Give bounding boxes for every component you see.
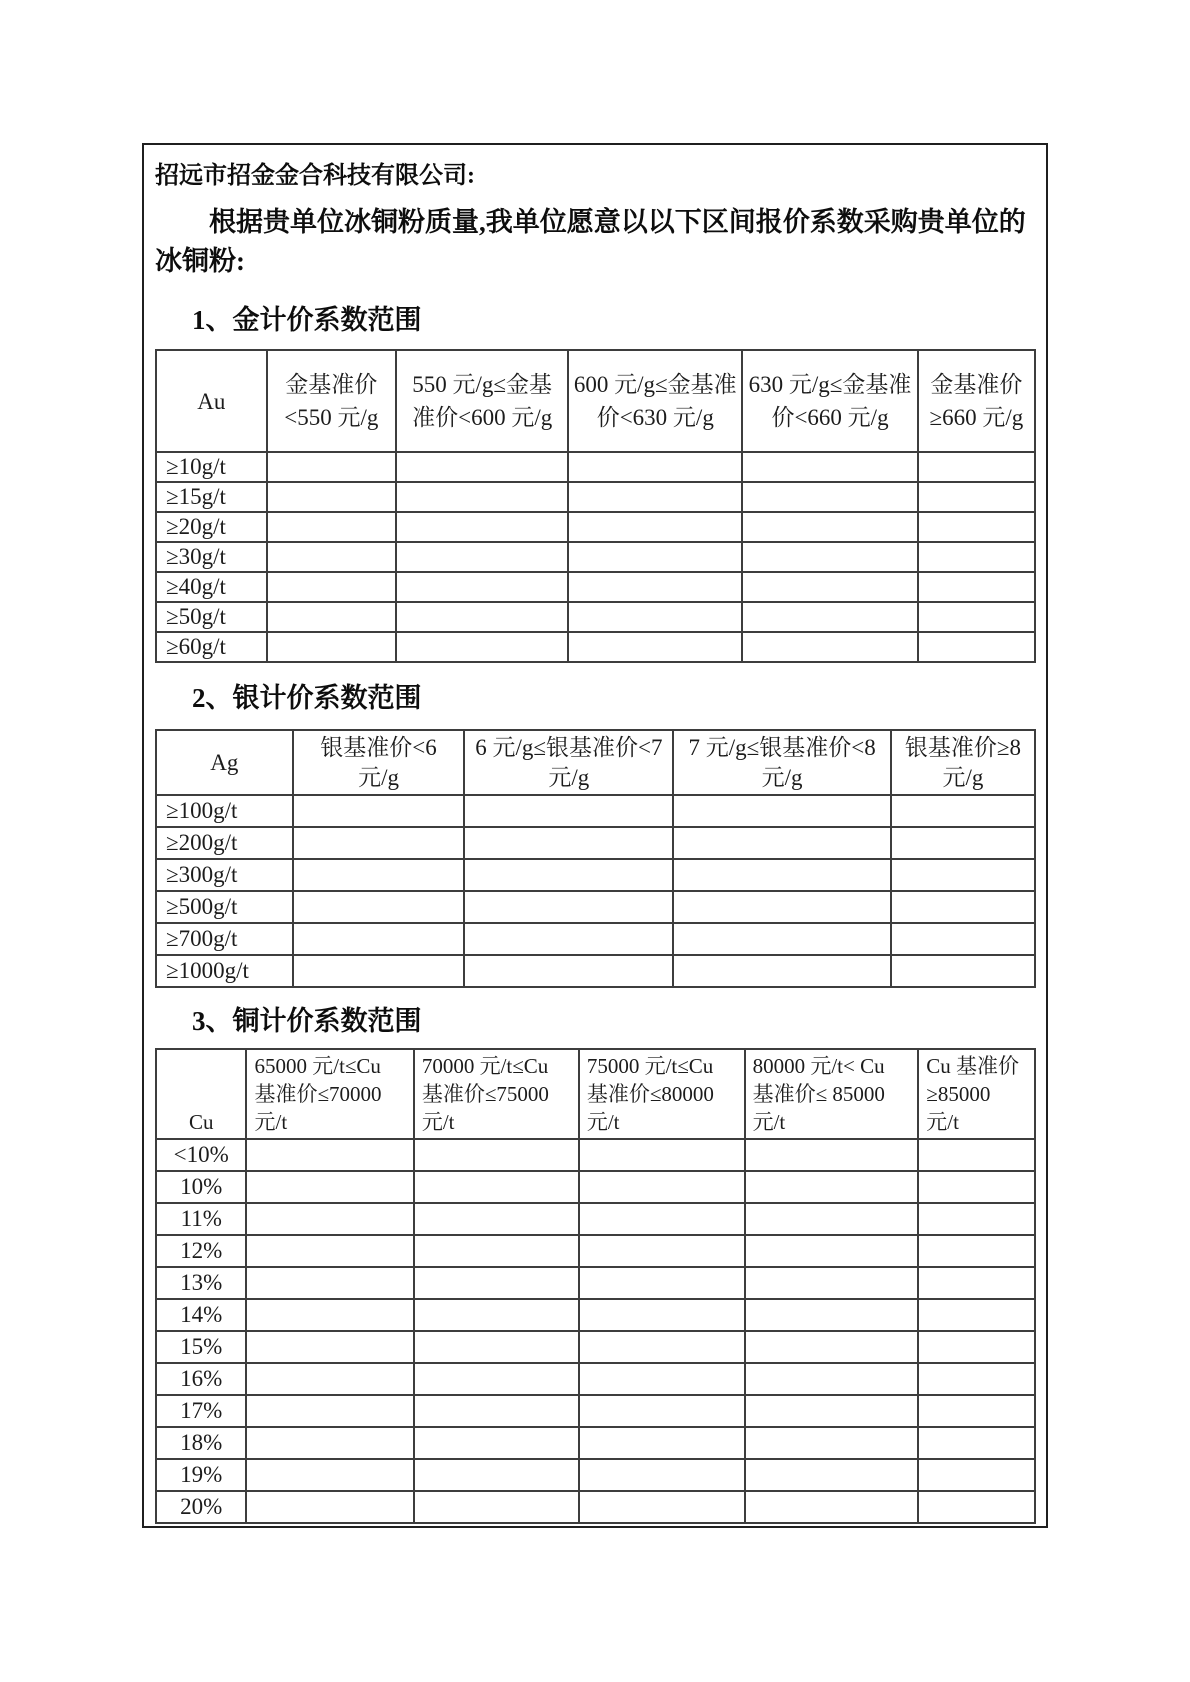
- grade-row-header: ≥10g/t: [156, 452, 267, 482]
- section-heading-copper: 3、铜计价系数范围: [192, 1006, 422, 1036]
- grade-row-header: ≥20g/t: [156, 512, 267, 542]
- empty-coefficient-cell: [396, 602, 568, 632]
- table-row: [156, 827, 1035, 859]
- empty-coefficient-cell: [673, 955, 890, 987]
- empty-coefficient-cell: [918, 632, 1035, 662]
- empty-coefficient-cell: [745, 1459, 919, 1491]
- empty-coefficient-cell: [396, 572, 568, 602]
- empty-coefficient-cell: [745, 1299, 919, 1331]
- grade-row-header: 14%: [156, 1299, 246, 1331]
- empty-coefficient-cell: [396, 542, 568, 572]
- grade-row-header: 13%: [156, 1267, 246, 1299]
- intro-paragraph: 根据贵单位冰铜粉质量,我单位愿意以以下区间报价系数采购贵单位的冰铜粉:: [155, 207, 1026, 276]
- empty-coefficient-cell: [891, 955, 1035, 987]
- empty-coefficient-cell: [742, 512, 918, 542]
- table-row: [156, 542, 1035, 572]
- price-range-column-header: Cu 基准价≥85000 元/t: [918, 1049, 1035, 1139]
- document-border-frame: [142, 143, 1048, 1528]
- table-row: [156, 955, 1035, 987]
- table-row: [156, 452, 1035, 482]
- empty-coefficient-cell: [742, 632, 918, 662]
- empty-coefficient-cell: [891, 795, 1035, 827]
- empty-coefficient-cell: [414, 1491, 579, 1523]
- empty-coefficient-cell: [579, 1363, 745, 1395]
- empty-coefficient-cell: [579, 1299, 745, 1331]
- empty-coefficient-cell: [414, 1331, 579, 1363]
- empty-coefficient-cell: [464, 859, 673, 891]
- empty-coefficient-cell: [918, 1395, 1035, 1427]
- table-row: [156, 1491, 1035, 1523]
- empty-coefficient-cell: [745, 1235, 919, 1267]
- empty-coefficient-cell: [745, 1331, 919, 1363]
- empty-coefficient-cell: [414, 1459, 579, 1491]
- table-header-row: [156, 730, 1035, 795]
- empty-coefficient-cell: [246, 1491, 413, 1523]
- copper-pricing-coefficient-table: [155, 1048, 1036, 1524]
- corner-element-label: Au: [156, 350, 267, 452]
- grade-row-header: 10%: [156, 1171, 246, 1203]
- empty-coefficient-cell: [918, 482, 1035, 512]
- table-row: [156, 1395, 1035, 1427]
- empty-coefficient-cell: [745, 1395, 919, 1427]
- section-heading-gold: 1、金计价系数范围: [192, 305, 422, 335]
- empty-coefficient-cell: [918, 1203, 1035, 1235]
- grade-row-header: 12%: [156, 1235, 246, 1267]
- table-row: [156, 602, 1035, 632]
- empty-coefficient-cell: [673, 795, 890, 827]
- price-range-column-header: 银基准价<6 元/g: [293, 730, 465, 795]
- empty-coefficient-cell: [745, 1203, 919, 1235]
- empty-coefficient-cell: [414, 1267, 579, 1299]
- empty-coefficient-cell: [579, 1203, 745, 1235]
- empty-coefficient-cell: [918, 1491, 1035, 1523]
- price-range-column-header: 630 元/g≤金基准价<660 元/g: [742, 350, 918, 452]
- empty-coefficient-cell: [464, 923, 673, 955]
- empty-coefficient-cell: [414, 1363, 579, 1395]
- empty-coefficient-cell: [918, 1427, 1035, 1459]
- empty-coefficient-cell: [745, 1491, 919, 1523]
- empty-coefficient-cell: [568, 632, 742, 662]
- empty-coefficient-cell: [891, 827, 1035, 859]
- empty-coefficient-cell: [579, 1267, 745, 1299]
- grade-row-header: 18%: [156, 1427, 246, 1459]
- empty-coefficient-cell: [568, 512, 742, 542]
- empty-coefficient-cell: [246, 1235, 413, 1267]
- empty-coefficient-cell: [267, 602, 396, 632]
- empty-coefficient-cell: [267, 482, 396, 512]
- empty-coefficient-cell: [267, 512, 396, 542]
- price-range-column-header: 75000 元/t≤Cu 基准价≤80000 元/t: [579, 1049, 745, 1139]
- table-row: [156, 512, 1035, 542]
- empty-coefficient-cell: [414, 1427, 579, 1459]
- empty-coefficient-cell: [414, 1139, 579, 1171]
- empty-coefficient-cell: [246, 1299, 413, 1331]
- empty-coefficient-cell: [673, 923, 890, 955]
- empty-coefficient-cell: [464, 891, 673, 923]
- empty-coefficient-cell: [745, 1427, 919, 1459]
- empty-coefficient-cell: [918, 1363, 1035, 1395]
- empty-coefficient-cell: [742, 572, 918, 602]
- table-header-row: [156, 1049, 1035, 1139]
- empty-coefficient-cell: [246, 1203, 413, 1235]
- empty-coefficient-cell: [673, 859, 890, 891]
- empty-coefficient-cell: [396, 512, 568, 542]
- empty-coefficient-cell: [742, 452, 918, 482]
- empty-coefficient-cell: [267, 542, 396, 572]
- recipient-company-title: 招远市招金金合科技有限公司:: [155, 163, 475, 189]
- grade-row-header: ≥100g/t: [156, 795, 293, 827]
- empty-coefficient-cell: [745, 1363, 919, 1395]
- corner-element-label: Cu: [156, 1049, 246, 1139]
- corner-element-label: Ag: [156, 730, 293, 795]
- empty-coefficient-cell: [464, 955, 673, 987]
- empty-coefficient-cell: [246, 1395, 413, 1427]
- empty-coefficient-cell: [293, 955, 465, 987]
- empty-coefficient-cell: [396, 452, 568, 482]
- empty-coefficient-cell: [414, 1171, 579, 1203]
- grade-row-header: 17%: [156, 1395, 246, 1427]
- price-range-column-header: 80000 元/t< Cu 基准价≤ 85000 元/t: [745, 1049, 919, 1139]
- empty-coefficient-cell: [918, 1331, 1035, 1363]
- empty-coefficient-cell: [673, 827, 890, 859]
- grade-row-header: 19%: [156, 1459, 246, 1491]
- grade-row-header: ≥60g/t: [156, 632, 267, 662]
- empty-coefficient-cell: [414, 1235, 579, 1267]
- table-row: [156, 1171, 1035, 1203]
- empty-coefficient-cell: [464, 827, 673, 859]
- table-row: [156, 1267, 1035, 1299]
- grade-row-header: 15%: [156, 1331, 246, 1363]
- empty-coefficient-cell: [918, 452, 1035, 482]
- grade-row-header: ≥500g/t: [156, 891, 293, 923]
- empty-coefficient-cell: [293, 923, 465, 955]
- empty-coefficient-cell: [414, 1203, 579, 1235]
- price-range-column-header: 600 元/g≤金基准价<630 元/g: [568, 350, 742, 452]
- grade-row-header: ≥15g/t: [156, 482, 267, 512]
- empty-coefficient-cell: [568, 542, 742, 572]
- empty-coefficient-cell: [293, 795, 465, 827]
- empty-coefficient-cell: [267, 452, 396, 482]
- empty-coefficient-cell: [246, 1363, 413, 1395]
- empty-coefficient-cell: [918, 1235, 1035, 1267]
- empty-coefficient-cell: [918, 602, 1035, 632]
- grade-row-header: ≥40g/t: [156, 572, 267, 602]
- empty-coefficient-cell: [568, 482, 742, 512]
- table-row: [156, 482, 1035, 512]
- empty-coefficient-cell: [246, 1171, 413, 1203]
- grade-row-header: 11%: [156, 1203, 246, 1235]
- empty-coefficient-cell: [579, 1491, 745, 1523]
- empty-coefficient-cell: [579, 1459, 745, 1491]
- empty-coefficient-cell: [745, 1139, 919, 1171]
- price-range-column-header: 550 元/g≤金基准价<600 元/g: [396, 350, 568, 452]
- empty-coefficient-cell: [246, 1459, 413, 1491]
- table-row: [156, 1331, 1035, 1363]
- empty-coefficient-cell: [742, 542, 918, 572]
- empty-coefficient-cell: [742, 602, 918, 632]
- empty-coefficient-cell: [745, 1267, 919, 1299]
- empty-coefficient-cell: [891, 923, 1035, 955]
- empty-coefficient-cell: [464, 795, 673, 827]
- grade-row-header: ≥1000g/t: [156, 955, 293, 987]
- empty-coefficient-cell: [579, 1331, 745, 1363]
- empty-coefficient-cell: [579, 1171, 745, 1203]
- empty-coefficient-cell: [918, 542, 1035, 572]
- empty-coefficient-cell: [414, 1299, 579, 1331]
- table-row: [156, 1203, 1035, 1235]
- empty-coefficient-cell: [267, 632, 396, 662]
- empty-coefficient-cell: [742, 482, 918, 512]
- empty-coefficient-cell: [414, 1395, 579, 1427]
- empty-coefficient-cell: [568, 602, 742, 632]
- empty-coefficient-cell: [396, 632, 568, 662]
- empty-coefficient-cell: [918, 1459, 1035, 1491]
- grade-row-header: ≥300g/t: [156, 859, 293, 891]
- grade-row-header: ≥30g/t: [156, 542, 267, 572]
- table-row: [156, 859, 1035, 891]
- empty-coefficient-cell: [568, 452, 742, 482]
- price-range-column-header: 银基准价≥8 元/g: [891, 730, 1035, 795]
- table-row: [156, 632, 1035, 662]
- empty-coefficient-cell: [918, 512, 1035, 542]
- empty-coefficient-cell: [891, 891, 1035, 923]
- table-row: [156, 572, 1035, 602]
- empty-coefficient-cell: [918, 1299, 1035, 1331]
- empty-coefficient-cell: [918, 572, 1035, 602]
- price-range-column-header: 70000 元/t≤Cu 基准价≤75000 元/t: [414, 1049, 579, 1139]
- grade-row-header: ≥200g/t: [156, 827, 293, 859]
- empty-coefficient-cell: [267, 572, 396, 602]
- section-heading-silver: 2、银计价系数范围: [192, 683, 422, 713]
- table-row: [156, 1139, 1035, 1171]
- empty-coefficient-cell: [293, 859, 465, 891]
- table-row: [156, 891, 1035, 923]
- table-row: [156, 1299, 1035, 1331]
- empty-coefficient-cell: [579, 1139, 745, 1171]
- empty-coefficient-cell: [293, 891, 465, 923]
- grade-row-header: ≥50g/t: [156, 602, 267, 632]
- price-range-column-header: 金基准价≥660 元/g: [918, 350, 1035, 452]
- empty-coefficient-cell: [891, 859, 1035, 891]
- table-row: [156, 1235, 1035, 1267]
- empty-coefficient-cell: [745, 1171, 919, 1203]
- table-row: [156, 1427, 1035, 1459]
- table-row: [156, 1363, 1035, 1395]
- empty-coefficient-cell: [246, 1267, 413, 1299]
- table-row: [156, 795, 1035, 827]
- empty-coefficient-cell: [396, 482, 568, 512]
- table-row: [156, 923, 1035, 955]
- empty-coefficient-cell: [918, 1139, 1035, 1171]
- grade-row-header: ≥700g/t: [156, 923, 293, 955]
- silver-pricing-coefficient-table: [155, 729, 1036, 988]
- price-range-column-header: 6 元/g≤银基准价<7 元/g: [464, 730, 673, 795]
- empty-coefficient-cell: [579, 1235, 745, 1267]
- empty-coefficient-cell: [918, 1267, 1035, 1299]
- table-header-row: [156, 350, 1035, 452]
- empty-coefficient-cell: [246, 1331, 413, 1363]
- empty-coefficient-cell: [673, 891, 890, 923]
- grade-row-header: 20%: [156, 1491, 246, 1523]
- price-range-column-header: 7 元/g≤银基准价<8 元/g: [673, 730, 890, 795]
- grade-row-header: 16%: [156, 1363, 246, 1395]
- empty-coefficient-cell: [568, 572, 742, 602]
- empty-coefficient-cell: [579, 1427, 745, 1459]
- empty-coefficient-cell: [246, 1427, 413, 1459]
- price-range-column-header: 65000 元/t≤Cu 基准价≤70000 元/t: [246, 1049, 413, 1139]
- empty-coefficient-cell: [246, 1139, 413, 1171]
- gold-pricing-coefficient-table: [155, 349, 1036, 663]
- empty-coefficient-cell: [293, 827, 465, 859]
- price-range-column-header: 金基准价<550 元/g: [267, 350, 396, 452]
- grade-row-header: <10%: [156, 1139, 246, 1171]
- empty-coefficient-cell: [579, 1395, 745, 1427]
- empty-coefficient-cell: [918, 1171, 1035, 1203]
- table-row: [156, 1459, 1035, 1491]
